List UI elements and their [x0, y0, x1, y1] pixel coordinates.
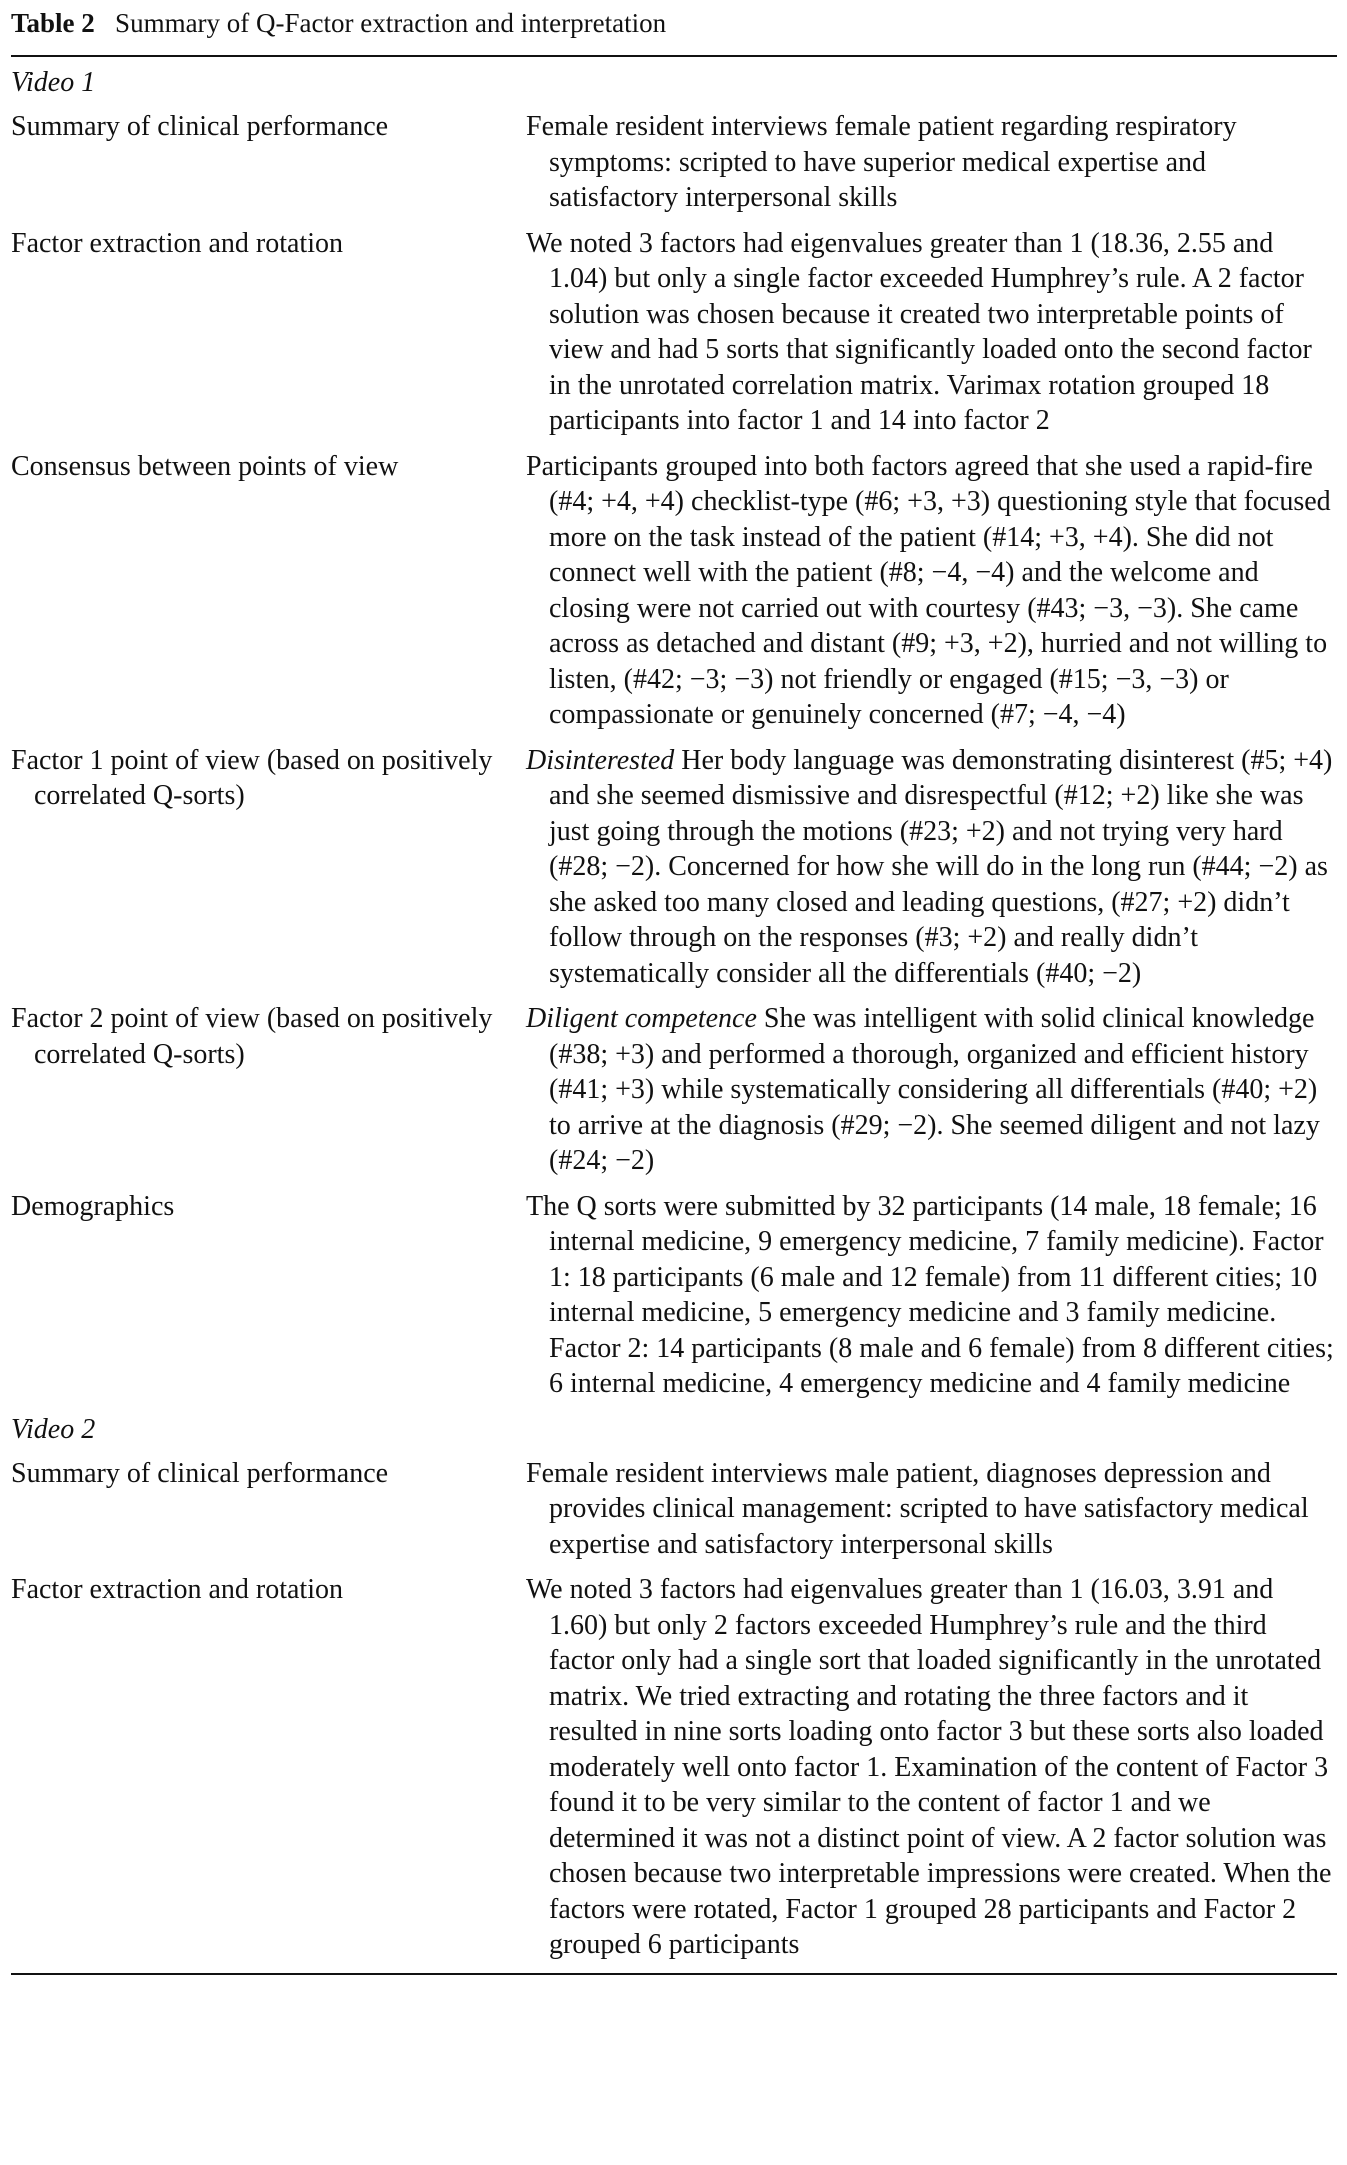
table-label: Table 2	[11, 8, 95, 38]
top-rule	[11, 55, 1337, 57]
row-label: Summary of clinical performance	[11, 111, 389, 142]
row-text: We noted 3 factors had eigenvalues greater than 1 (18.36, 2.55 and 1.04) but only a single factor exceeded Humphrey’s rule. A 2 factor solution was chosen because it created two interpretable points of view and had 5 sorts that significantly loaded onto the second factor in the unrotated correlation matrix. Varimax rotation grouped 18 participants into factor 1 and 14 into factor 2	[526, 227, 1312, 436]
row-label: Factor 2 point of view (based on positively correlated Q-sorts)	[11, 1003, 493, 1070]
section-heading-video-2: Video 2	[11, 1413, 96, 1445]
row-text: The Q sorts were submitted by 32 participants (14 male, 18 female; 16 internal medicine, 9 emergency medicine, 7 family medicine). Factor 1: 18 participants (6 male and 12 female) from 11 different cities; 10 internal medicine, 5 emergency medicine and 3 family medicine. Factor 2: 14 participants (8 male and 6 female) from 8 different cities; 6 internal medicine, 4 emergency medicine and 4 family medicine	[526, 1190, 1334, 1399]
table-row	[11, 1572, 1337, 1963]
row-body: Her body language was demonstrating disinterest (#5; +4) and she seemed dismissive and disrespectful (#12; +2) like she was just going through the motions (#23; +2) and not trying very hard (#28; −2). Concerned for how she will do in the long run (#44; −2) as she asked too many closed and leading questions, (#27; +2) didn’t follow through on the responses (#3; +2) and really didn’t systematically consider all the differentials (#40; −2)	[549, 744, 1333, 989]
table-caption	[11, 0, 1337, 46]
row-body: She was intelligent with solid clinical knowledge (#38; +3) and performed a thorough, organized and efficient history (#41; +3) while systematically considering all differentials (#40; +2) to arrive at the diagnosis (#29; −2). She seemed diligent and not lazy (#24; −2)	[549, 1003, 1320, 1176]
table-row	[11, 449, 1337, 733]
row-lead-term: Diligent competence	[526, 1003, 757, 1034]
table-row	[11, 1189, 1337, 1402]
bottom-rule	[11, 1973, 1337, 1975]
table-row	[11, 109, 1337, 216]
row-label: Factor extraction and rotation	[11, 227, 343, 259]
row-label: Summary of clinical performance	[11, 1457, 389, 1489]
row-label: Consensus between points of view	[11, 450, 399, 482]
table-row	[11, 226, 1337, 439]
row-text: Participants grouped into both factors agreed that she used a rapid-fire (#4; +4, +4) checklist-type (#6; +3, +3) questioning style that focused more on the task instead of the patient (#14; +3, +4). She did not connect well with the patient (#8; −4, −4) and the welcome and closing were not carried out with courtesy (#43; −3, −3). She came across as detached and distant (#9; +3, +2), hurried and not willing to listen, (#42; −3; −3) not friendly or engaged (#15; −3, −3) or compassionate or genuinely concerned (#7; −4, −4)	[526, 450, 1331, 730]
row-text	[526, 743, 1337, 992]
row-text: Female resident interviews female patient regarding respiratory symptoms: scripted to have superior medical expertise and satisfactory interpersonal skills	[526, 111, 1237, 213]
table-row	[11, 1456, 1337, 1563]
table-container	[11, 0, 1337, 1975]
row-text: Female resident interviews male patient, diagnoses depression and provides clinical management: scripted to have satisfactory medical expertise and satisfactory interpersonal skills	[526, 1457, 1309, 1560]
table-title: Summary of Q-Factor extraction and interpretation	[115, 8, 667, 38]
row-label: Factor extraction and rotation	[11, 1574, 343, 1605]
row-text	[526, 1001, 1337, 1179]
table-row	[11, 743, 1337, 992]
section-heading-video-1: Video 1	[11, 67, 96, 98]
row-lead-term: Disinterested	[526, 744, 675, 776]
row-label: Demographics	[11, 1190, 175, 1222]
row-text: We noted 3 factors had eigenvalues greater than 1 (16.03, 3.91 and 1.60) but only 2 factors exceeded Humphrey’s rule and the third factor only had a single sort that loaded significantly in the unrotated matrix. We tried extracting and rotating the three factors and it resulted in nine sorts loading onto factor 3 but these sorts also loaded moderately well onto factor 1. Examination of the content of Factor 3 found it to be very similar to the content of factor 1 and we determined it was not a distinct point of view. A 2 factor solution was chosen because two interpretable impressions were created. When the factors were rotated, Factor 1 grouped 28 participants and Factor 2 grouped 6 participants	[526, 1574, 1332, 1960]
table-row	[11, 1001, 1337, 1179]
row-label: Factor 1 point of view (based on positively correlated Q-sorts)	[11, 744, 493, 811]
